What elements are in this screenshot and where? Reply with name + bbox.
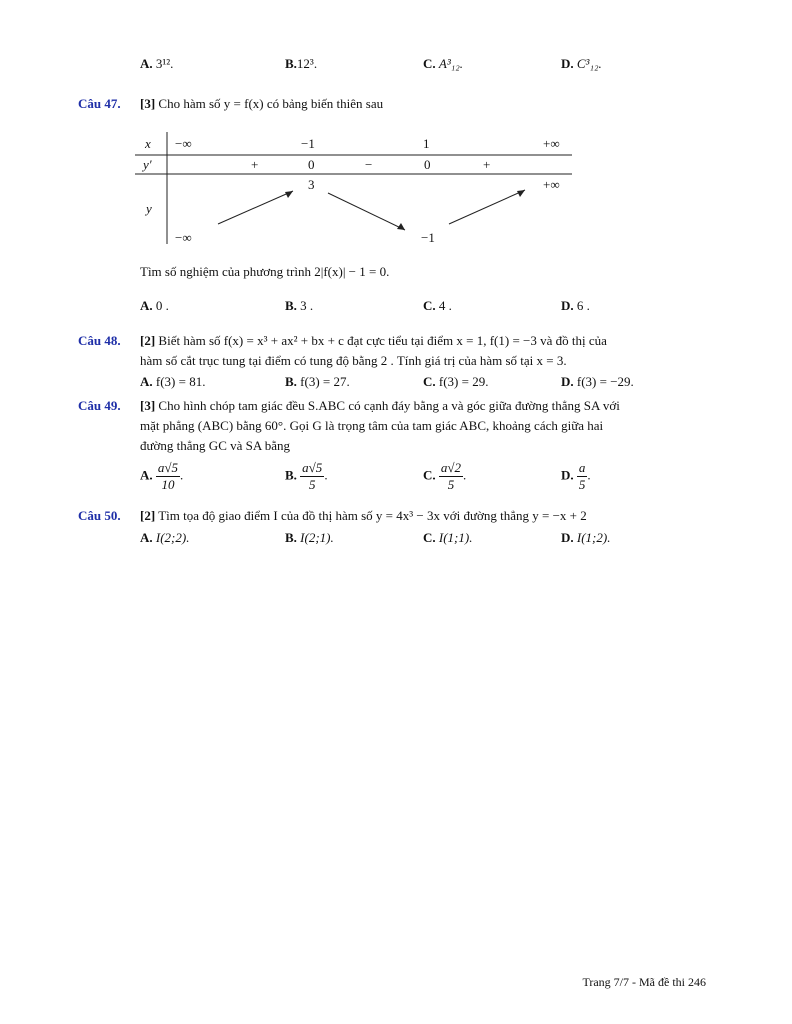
table-x-val: +∞ (543, 136, 560, 151)
table-yprime-val: 0 (308, 157, 315, 172)
q48-option-b: B. f(3) = 27. (285, 374, 350, 389)
table-x-label: x (145, 136, 151, 151)
q47-option-a: A. 0 . (140, 298, 169, 313)
table-yprime-val: − (365, 157, 373, 172)
q48-option-a: A. f(3) = 81. (140, 374, 206, 389)
q47-option-b: B. 3 . (285, 298, 314, 313)
q49-option-c: C. $\frac{a√2}{5}$ . (423, 460, 467, 492)
table-y-val: −1 (421, 230, 435, 245)
q50-options (140, 530, 700, 548)
q47-option-c: C. 4 . (423, 298, 452, 313)
q47-number: Câu 47. (78, 96, 121, 111)
q49-option-a: A. $\frac{a√5}{10}$ . (140, 460, 184, 492)
q48-number: Câu 48. (78, 333, 121, 348)
table-y-label: y (146, 201, 152, 216)
table-yprime-val: + (483, 157, 491, 172)
q46-option-c: C. A³₁₂. (423, 56, 464, 71)
variation-table-lines (135, 132, 575, 244)
page-footer: Trang 7/7 - Mã đề thi 246 (582, 975, 706, 989)
q49-number: Câu 49. (78, 398, 121, 413)
q48-stem (140, 331, 706, 371)
q48-option-d: D. f(3) = −29. (561, 374, 634, 389)
q47-question: Tìm số nghiệm của phương trình 2|f(x)| − 1 = 0. (140, 264, 390, 279)
q49-line2: mặt phẳng (ABC) bằng 60°. Gọi G là trọng tâm của tam giác ABC, khoảng cách giữa hai (140, 418, 604, 433)
q48-line1: [2] Biết hàm số f(x) = x³ + ax² + bx + c đạt cực tiểu tại điểm x = 1, f(1) = −3 và đồ thị của (140, 333, 607, 348)
q49-options (140, 460, 700, 498)
q50-option-b: B. I(2;1). (285, 530, 334, 545)
table-x-val: −1 (301, 136, 315, 151)
table-yprime-label: y′ (143, 157, 152, 172)
table-x-val: −∞ (175, 136, 192, 151)
q49-line1: [3] Cho hình chóp tam giác đều S.ABC có cạnh đáy bằng a và góc giữa đường thẳng SA với (140, 398, 620, 413)
q48-options (140, 374, 700, 392)
q49-option-d: D. $\frac{a}{5}$ . (561, 460, 591, 492)
table-y-val: +∞ (543, 177, 560, 192)
q50-option-a: A. I(2;2). (140, 530, 190, 545)
table-yprime-val: 0 (424, 157, 431, 172)
q49-line3: đường thẳng GC và SA bằng (140, 438, 291, 453)
q50-option-c: C. I(1;1). (423, 530, 473, 545)
q50-number: Câu 50. (78, 508, 121, 523)
q46-option-a: A. 3¹². (140, 56, 174, 71)
table-yprime-val: + (251, 157, 259, 172)
q47-option-d: D. 6 . (561, 298, 590, 313)
q48-option-c: C. f(3) = 29. (423, 374, 489, 389)
table-y-val: 3 (308, 177, 315, 192)
q50-stem: [2] Tìm tọa độ giao điểm I của đồ thị hàm số y = 4x³ − 3x với đường thẳng y = −x + 2 (140, 508, 587, 523)
q46-option-b: B.12³. (285, 56, 318, 71)
q49-stem (140, 396, 706, 456)
q48-line2: hàm số cắt trục tung tại điểm có tung độ bằng 2 . Tính giá trị của hàm số tại x = 3. (140, 353, 567, 368)
q49-option-b: B. $\frac{a√5}{5}$ . (285, 460, 328, 492)
q46-option-d: D. C³₁₂. (561, 56, 602, 71)
q46-options (140, 56, 700, 74)
q47-options (140, 298, 700, 316)
q47-stem: [3] Cho hàm số y = f(x) có bảng biến thiên sau (140, 96, 384, 111)
table-y-val: −∞ (175, 230, 192, 245)
q50-option-d: D. I(1;2). (561, 530, 611, 545)
variation-table (135, 132, 575, 244)
table-x-val: 1 (423, 136, 430, 151)
